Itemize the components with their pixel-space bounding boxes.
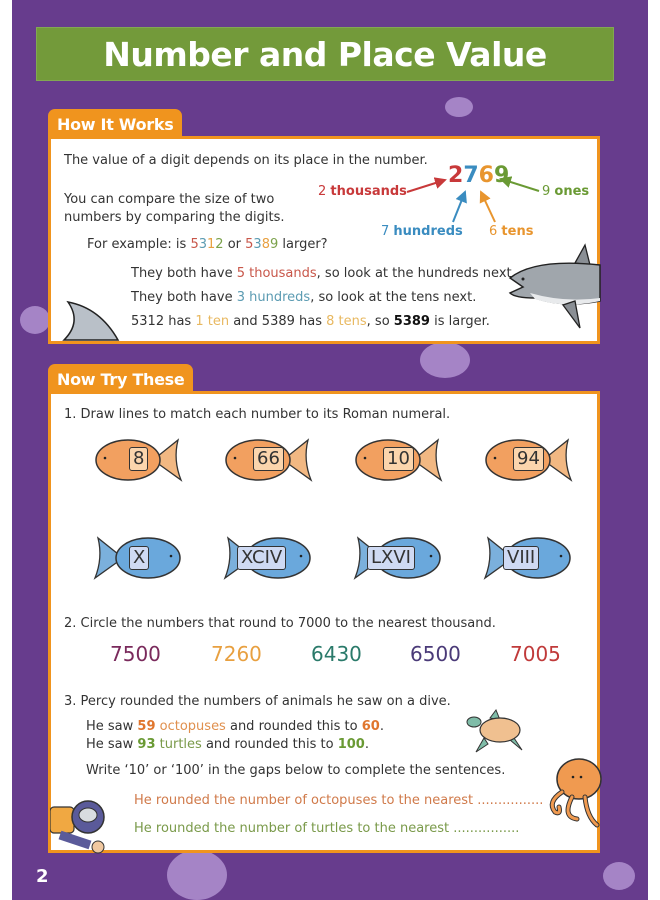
cloud-decoration — [20, 306, 50, 334]
page-number: 2 — [36, 866, 49, 887]
place-value-number: 2769 — [448, 163, 510, 188]
label-tens: 6 tens — [489, 224, 534, 239]
number-fish[interactable] — [93, 432, 183, 487]
number-label: 10 — [383, 447, 414, 471]
shark-fin-icon — [60, 300, 120, 342]
compare-text-2: numbers by comparing the digits. — [64, 210, 285, 225]
numeral-label: LXVI — [367, 546, 415, 570]
numeral-fish[interactable] — [483, 530, 573, 585]
number-label: 66 — [253, 447, 284, 471]
numeral-fish[interactable] — [353, 530, 443, 585]
round-option[interactable]: 6430 — [311, 642, 362, 666]
octopus-icon — [547, 757, 602, 832]
octopus-sentence: He rounded the number of octopuses to the nearest ................ — [134, 793, 544, 808]
label-thousands: 2 thousands — [318, 184, 407, 199]
question-2: 2. Circle the numbers that round to 7000 to the nearest thousand. — [64, 616, 496, 631]
number-label: 8 — [129, 447, 148, 471]
round-option[interactable]: 6500 — [410, 642, 461, 666]
question-1: 1. Draw lines to match each number to its Roman numeral. — [64, 407, 451, 422]
numeral-label: XCIV — [237, 546, 286, 570]
cloud-decoration — [603, 862, 635, 890]
octopus-line: He saw 59 octopuses and rounded this to 60. — [86, 719, 384, 734]
intro-text: The value of a digit depends on its place in the number. — [64, 153, 428, 168]
cloud-decoration — [420, 342, 470, 378]
cloud-decoration — [445, 97, 473, 117]
page-title: Number and Place Value — [103, 34, 547, 74]
number-fish[interactable] — [353, 432, 443, 487]
example-text: For example: is 5312 or 5389 larger? — [87, 237, 328, 252]
now-try-these-box — [48, 391, 600, 853]
numeral-label: X — [129, 546, 149, 570]
numeral-fish[interactable] — [93, 530, 183, 585]
number-label: 94 — [513, 447, 544, 471]
turtle-sentence: He rounded the number of turtles to the nearest ................ — [134, 821, 520, 836]
shark-icon — [505, 243, 605, 333]
numeral-label: VIII — [503, 546, 539, 570]
turtle-icon — [466, 708, 528, 758]
question-3: 3. Percy rounded the numbers of animals he saw on a dive. — [64, 694, 451, 709]
number-fish[interactable] — [223, 432, 313, 487]
label-ones: 9 ones — [542, 184, 590, 199]
instruction-text: Write ‘10’ or ‘100’ in the gaps below to complete the sentences. — [86, 763, 506, 778]
round-option[interactable]: 7005 — [510, 642, 561, 666]
compare-text-1: You can compare the size of two — [64, 192, 275, 207]
label-hundreds: 7 hundreds — [381, 224, 463, 239]
section-tab-how-it-works: How It Works — [48, 109, 182, 138]
diver-icon — [50, 795, 112, 855]
step-3: 5312 has 1 ten and 5389 has 8 tens, so 5389 is larger. — [131, 314, 490, 329]
cloud-decoration — [167, 850, 227, 900]
section-tab-now-try-these: Now Try These — [48, 364, 193, 393]
numeral-fish[interactable] — [223, 530, 313, 585]
step-2: They both have 3 hundreds, so look at the tens next. — [131, 290, 477, 305]
round-option[interactable]: 7500 — [110, 642, 161, 666]
number-fish[interactable] — [483, 432, 573, 487]
title-banner — [36, 27, 614, 81]
octopus-answer-blank[interactable]: ............... — [477, 793, 540, 808]
turtle-line: He saw 93 turtles and rounded this to 100. — [86, 737, 369, 752]
turtle-answer-blank[interactable]: ............... — [453, 821, 516, 836]
step-1: They both have 5 thousands, so look at the hundreds next. — [131, 266, 516, 281]
round-option[interactable]: 7260 — [211, 642, 262, 666]
